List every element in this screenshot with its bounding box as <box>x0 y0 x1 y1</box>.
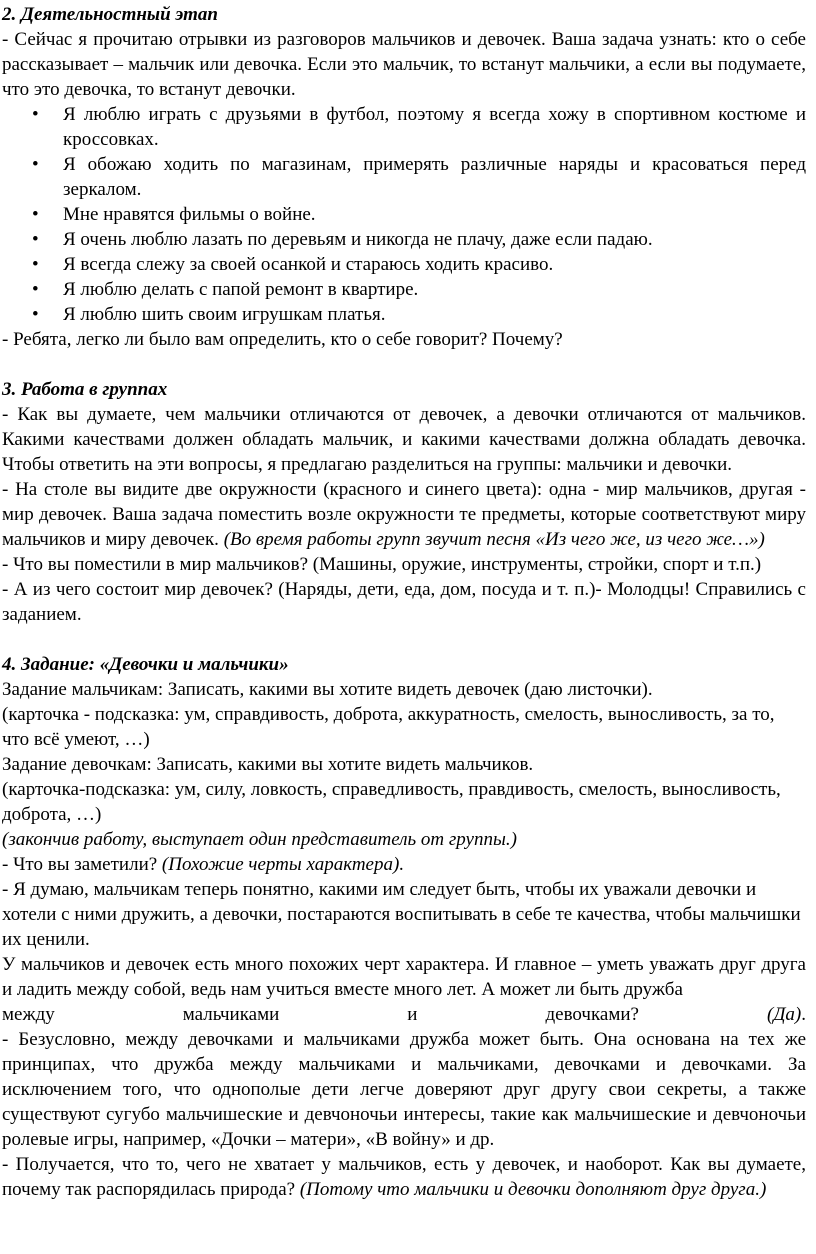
friendship-paragraph: - Безусловно, между девочками и мальчиками дружба может быть. Она основана на тех же принципах, что дружба между мальчиками и мальчиками, девочками и девочками. За исключением того, что однополые дети легче доверяют друг другу свои секреты, а также существуют сугубо мальчишеские и девчоночьи интересы, такие как мальчишеские и девчоночьи ролевые игры, например, «Дочки – матери», «В войну» и др. <box>2 1029 806 1150</box>
section-3-heading: 3. Работа в группах <box>2 379 168 400</box>
list-item <box>2 202 806 227</box>
question-paragraph <box>2 852 806 877</box>
section-3-paragraph: - Как вы думаете, чем мальчики отличаются от девочек, а девочки отличаются от мальчиков. Какими качествами должен обладать мальчик, и какими качествами должна обладать девочка. Чтобы ответить на эти вопросы, я предлагаю разделиться на группы: мальчики и девочки. <box>2 404 806 475</box>
bullet-icon: • <box>32 204 39 225</box>
word: и <box>407 1004 418 1025</box>
bullet-icon: • <box>32 279 39 300</box>
girls-task: Задание девочкам: Записать, какими вы хотите видеть мальчиков. <box>2 754 534 775</box>
list-item-text: Я обожаю ходить по магазинам, примерять различные наряды и красоваться перед зеркалом. <box>63 154 806 200</box>
italic-note: (закончив работу, выступает один представитель от группы.) <box>2 829 517 850</box>
spacer <box>2 627 806 652</box>
list-item <box>2 152 806 202</box>
italic-note: (Потому что мальчики и девочки дополняют друг друга.) <box>299 1179 767 1200</box>
bullet-icon: • <box>32 104 39 125</box>
section-3-paragraph <box>2 477 806 552</box>
paragraph-text: - На столе вы видите две окружности (красного и синего цвета): одна - мир мальчиков, другая - мир девочек. Ваша задача поместить возле окружности те предметы, которые соответствуют миру мальчиков и миру девочек. <box>2 479 806 550</box>
word: девочками? <box>545 1004 639 1025</box>
statements-list <box>2 102 806 327</box>
list-item-text: Мне нравятся фильмы о войне. <box>63 204 316 225</box>
list-item <box>2 277 806 302</box>
list-item-text: Я люблю играть с друзьями в футбол, поэтому я всегда хожу в спортивном костюме и кроссовках. <box>63 104 806 150</box>
list-item-text: Я всегда слежу за своей осанкой и стараюсь ходить красиво. <box>63 254 554 275</box>
bullet-icon: • <box>32 229 39 250</box>
section-4-heading: 4. Задание: «Девочки и мальчики» <box>2 654 289 675</box>
teacher-paragraph: - Я думаю, мальчикам теперь понятно, какими им следует быть, чтобы их уважали девочки и хотели с ними дружить, а девочки, постараются воспитывать в себе те качества, чтобы мальчишки их ценили. <box>2 879 801 950</box>
list-item-text: Я очень люблю лазать по деревьям и никогда не плачу, даже если падаю. <box>63 229 653 250</box>
period: . <box>801 1004 806 1025</box>
paragraph-text: - Что вы заметили? <box>2 854 162 875</box>
list-item <box>2 302 806 327</box>
answer <box>767 1002 806 1027</box>
italic-note: (Похожие черты характера). <box>161 854 405 875</box>
word: мальчиками <box>182 1004 280 1025</box>
section-2-intro: - Сейчас я прочитаю отрывки из разговоров мальчиков и девочек. Ваша задача узнать: кто о себе рассказывает – мальчик или девочка. Если это мальчик, то встанут мальчики, а если вы подумаете, что это девочка, то встанут девочки. <box>2 29 806 100</box>
section-2-question: - Ребята, легко ли было вам определить, кто о себе говорит? Почему? <box>2 329 563 350</box>
list-item-text: Я люблю делать с папой ремонт в квартире. <box>63 279 419 300</box>
boys-task: Задание мальчикам: Записать, какими вы хотите видеть девочек (даю листочки). <box>2 679 653 700</box>
section-3-paragraph: - А из чего состоит мир девочек? (Наряды, дети, еда, дом, посуда и т. п.)- Молодцы! Справились с заданием. <box>2 579 806 625</box>
conclusion-paragraph <box>2 1152 806 1202</box>
word: между <box>2 1004 55 1025</box>
spacer <box>2 352 806 377</box>
list-item <box>2 227 806 252</box>
bullet-icon: • <box>32 304 39 325</box>
list-item <box>2 102 806 152</box>
section-3-paragraph: - Что вы поместили в мир мальчиков? (Машины, оружие, инструменты, стройки, спорт и т.п.) <box>2 554 762 575</box>
boys-hint-card: (карточка - подсказка: ум, справдивость, доброта, аккуратность, смелость, выносливость, за то, что всё умеют, …) <box>2 704 775 750</box>
list-item <box>2 252 806 277</box>
bullet-icon: • <box>32 254 39 275</box>
friendship-question-line <box>2 1002 806 1027</box>
paragraph-text: - Получается, что то, чего не хватает у мальчиков, есть у девочек, и наоборот. Как вы думаете, почему так распорядилась природа? <box>2 1154 806 1200</box>
list-item-text: Я люблю шить своим игрушкам платья. <box>63 304 386 325</box>
friendship-paragraph: У мальчиков и девочек есть много похожих черт характера. И главное – уметь уважать друг друга и ладить между собой, ведь нам учиться вместе много лет. А может ли быть дружба <box>2 954 806 1000</box>
bullet-icon: • <box>32 154 39 175</box>
italic-note: (Да) <box>767 1004 802 1025</box>
italic-note: (Во время работы групп звучит песня «Из чего же, из чего же…») <box>223 529 765 550</box>
girls-hint-card: (карточка-подсказка: ум, силу, ловкость, справедливость, правдивость, смелость, выносливость, доброта, …) <box>2 779 781 825</box>
section-2-heading: 2. Деятельностный этап <box>2 4 218 25</box>
